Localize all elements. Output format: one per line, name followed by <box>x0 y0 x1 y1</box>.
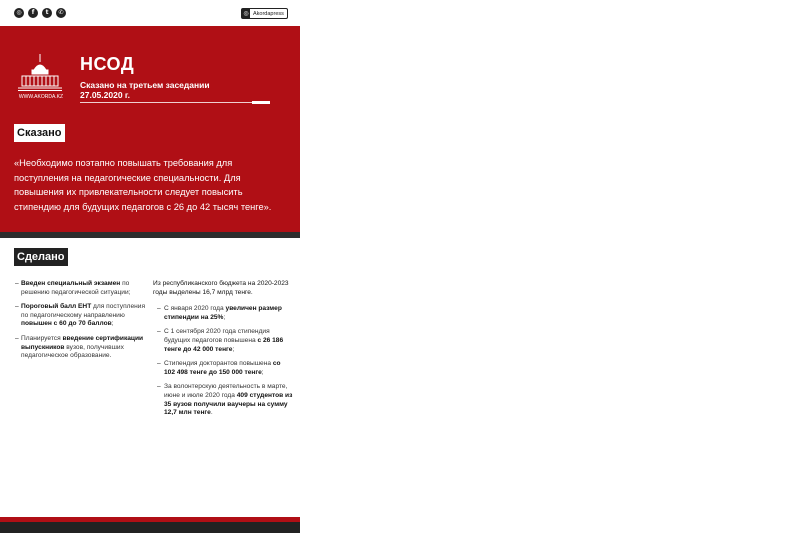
logo-caption: WWW.AKORDA.KZ <box>18 94 64 100</box>
budget-intro: Из республиканского бюджета на 2020-2023 годы выделены 16,7 млрд тенге. <box>153 280 289 296</box>
quote-text: «Необходимо поэтапно повышать требования для поступления на педагогические специальности. Для повышения их привлекательности следует повысить стипендию для будущих педагогов с 26 до 42 тысяч тенге». <box>14 158 272 212</box>
subtitle-meeting: Сказано на третьем заседании <box>80 80 210 90</box>
title-divider <box>80 102 270 103</box>
list-item: – Планируется введение сертификации выпускников вузов, получивших педагогическое образование. <box>15 335 147 361</box>
list-item: – С 1 сентября 2020 года стипендия будущих педагогов повышена с 26 186 тенге до 42 000 тенге; <box>153 328 293 354</box>
handle-label: Akordapress <box>253 10 284 17</box>
said-tag: Сказано <box>14 124 65 142</box>
list-item: – За волонтерскую деятельность в марте, июне и июле 2020 года 409 студентов из 35 вузов получили ваучеры на сумму 12,7 млн тенге. <box>153 383 293 417</box>
subtitle <box>80 80 210 100</box>
page-title: НСОД <box>80 54 135 74</box>
section-divider <box>0 232 300 238</box>
list-item: – Пороговый балл ЕНТ для поступления по педагогическому направлению повышен с 60 до 70 баллов; <box>15 303 147 329</box>
twitter-icon[interactable]: t <box>42 8 52 18</box>
list-item: – С января 2020 года увеличен размер стипендии на 25%; <box>153 305 293 322</box>
instagram-icon[interactable]: ◎ <box>14 8 24 18</box>
list-item: – Введен специальный экзамен по решению педагогической ситуации; <box>15 280 147 297</box>
footer-bar <box>0 522 300 533</box>
infographic-card <box>0 0 300 533</box>
subtitle-date: 27.05.2020 г. <box>80 90 130 100</box>
social-icons <box>14 8 66 18</box>
facebook-icon[interactable]: f <box>28 8 38 18</box>
title-divider-accent <box>252 101 270 104</box>
done-left-column <box>15 280 147 367</box>
done-tag: Сделано <box>14 248 68 266</box>
list-item: – Стипендия докторантов повышена со 102 498 тенге до 150 000 тенге; <box>153 360 293 377</box>
instagram-icon: ◎ <box>243 10 249 17</box>
top-bar <box>0 0 300 26</box>
akordapress-handle[interactable] <box>241 8 288 19</box>
whatsapp-icon[interactable]: ✆ <box>56 8 66 18</box>
done-right-column <box>153 280 293 424</box>
